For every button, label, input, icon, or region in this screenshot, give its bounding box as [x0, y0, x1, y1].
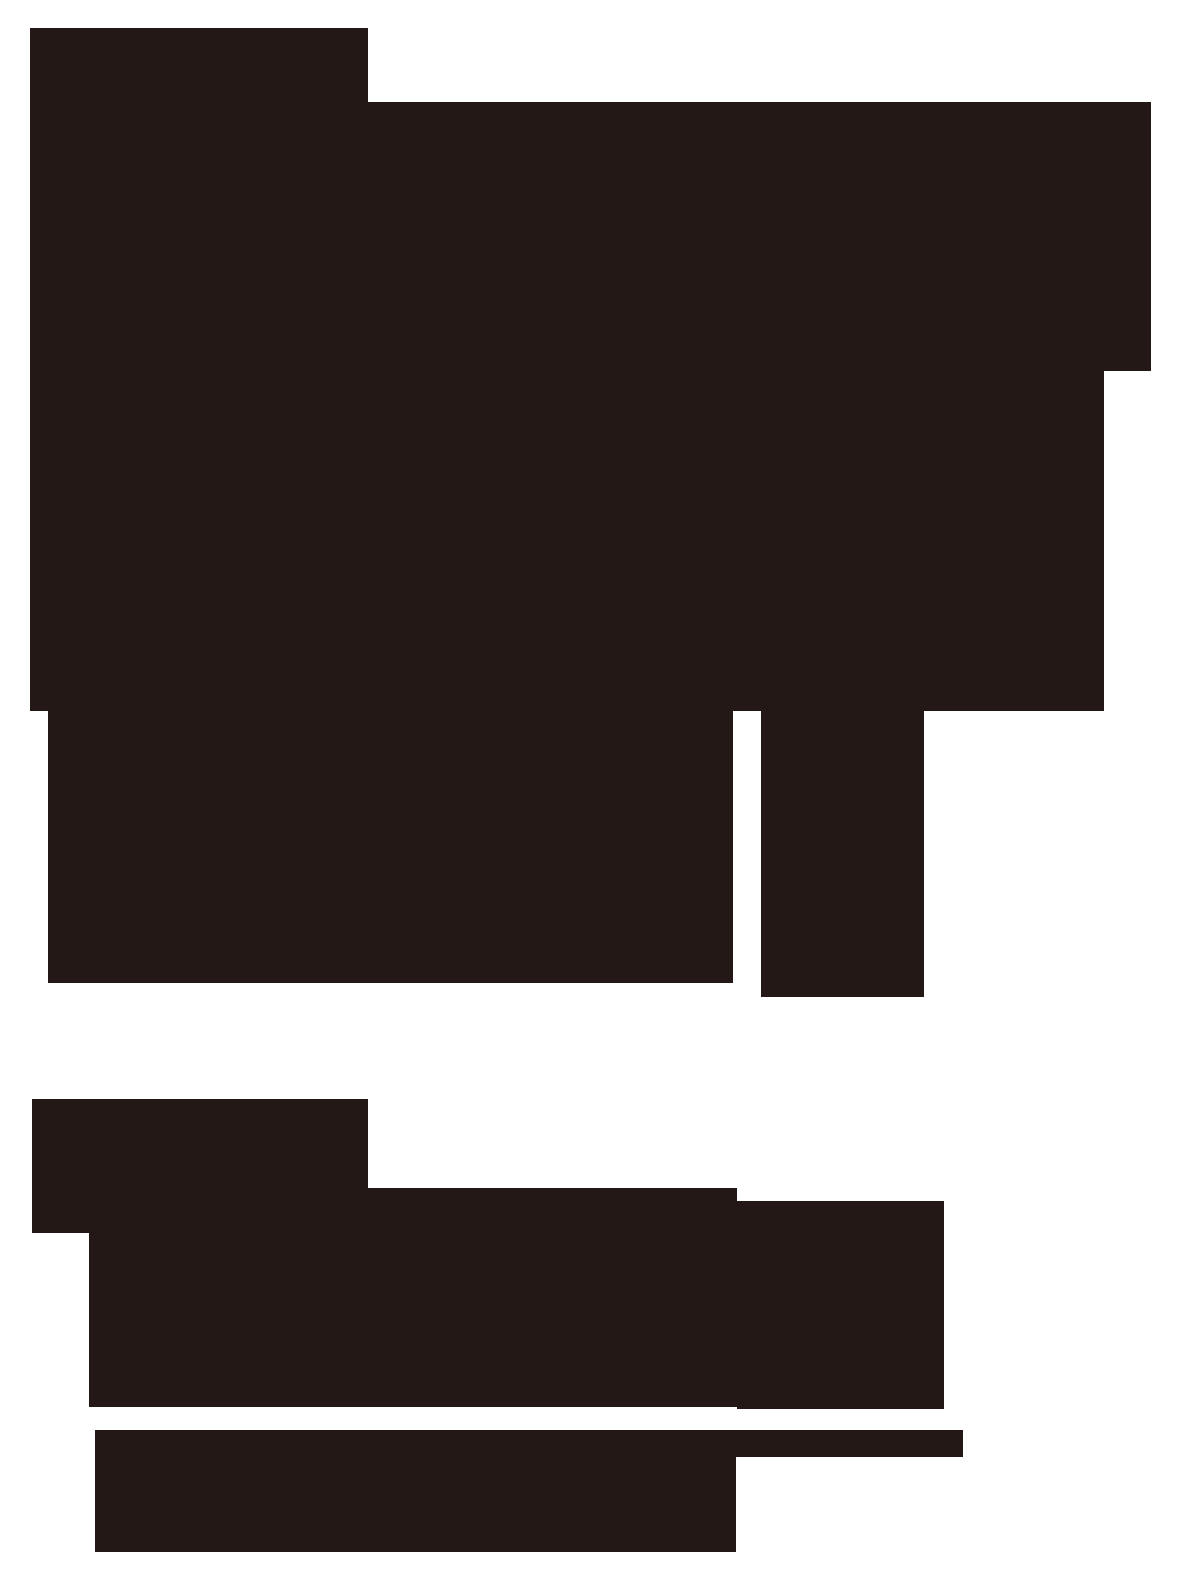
upper-top-band: [30, 28, 368, 102]
upper-lower-bar: [761, 711, 924, 997]
lower-bottom-block: [95, 1457, 736, 1552]
upper-right-extension: [1104, 102, 1151, 371]
lower-wide-bar: [95, 1430, 963, 1457]
upper-lower-left-block: [48, 711, 733, 983]
lower-right-block: [737, 1201, 944, 1409]
lower-upper-block: [32, 1188, 737, 1233]
lower-top-band: [32, 1099, 368, 1188]
lower-main-block: [89, 1233, 737, 1407]
upper-main-body: [30, 102, 1104, 711]
